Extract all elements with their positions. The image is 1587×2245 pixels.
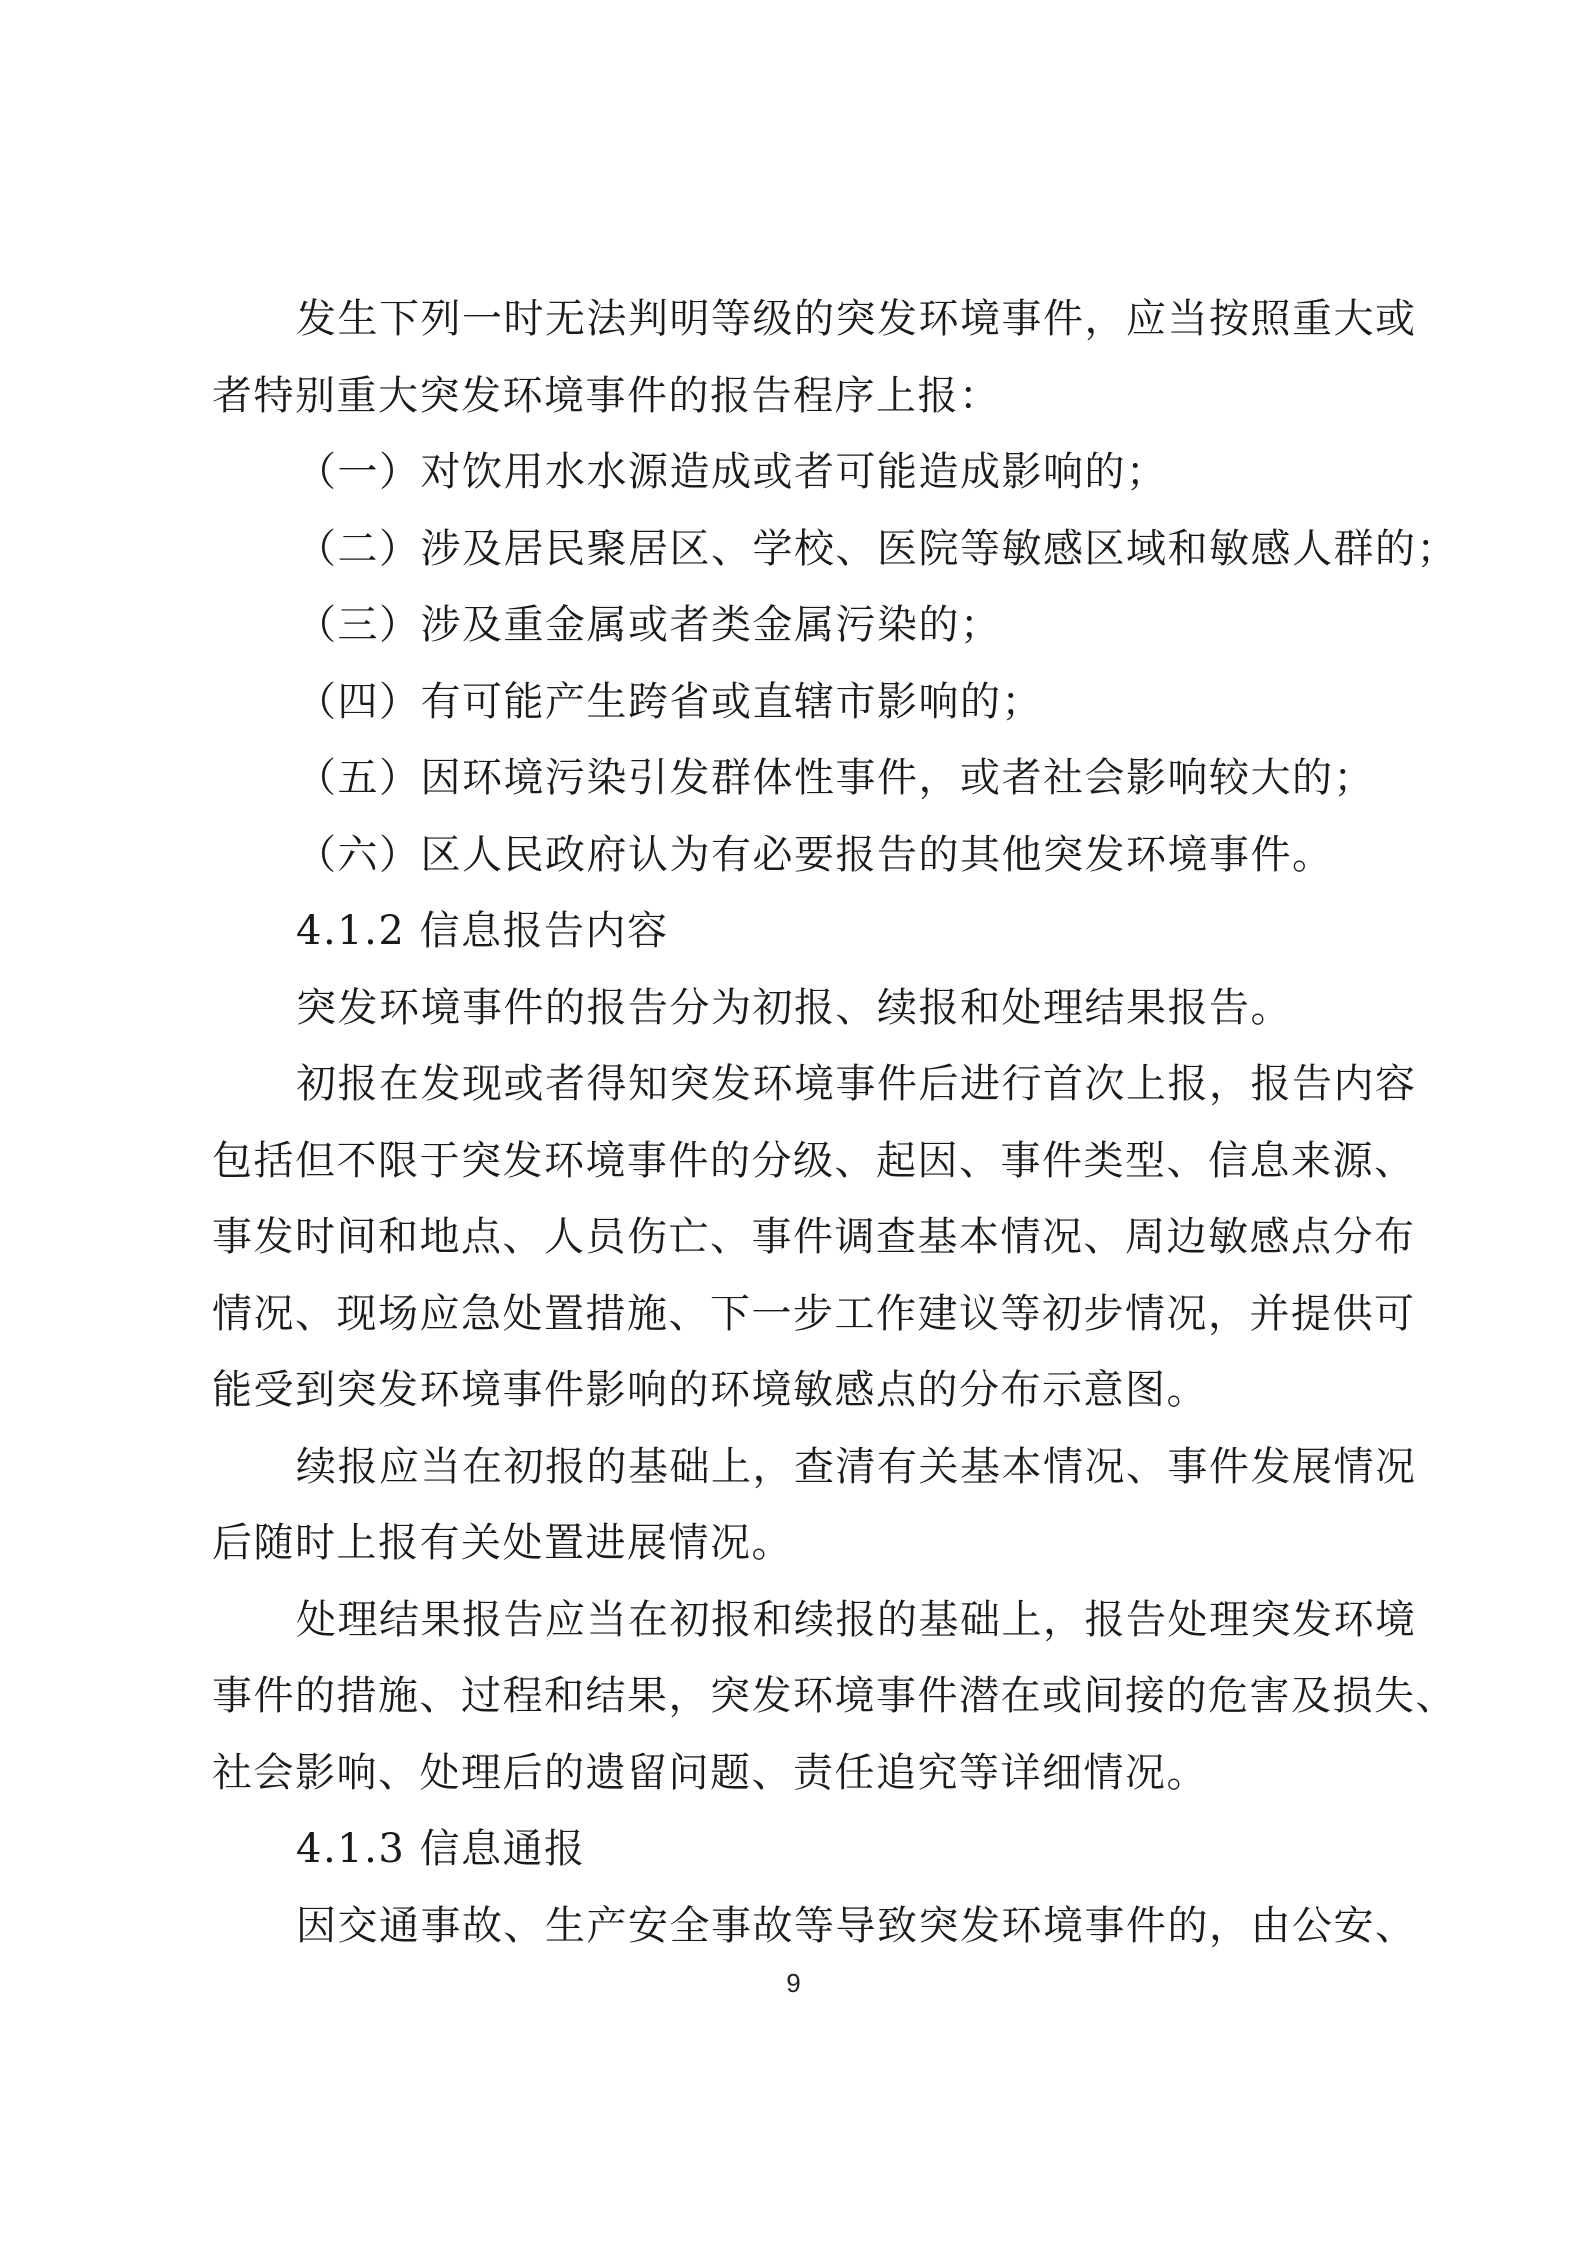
text-line: 初报在发现或者得知突发环境事件后进行首次上报，报告内容 [296,1061,1417,1107]
text-line: 能受到突发环境事件影响的环境敏感点的分布示意图。 [212,1367,1208,1413]
text-line: 事发时间和地点、人员伤亡、事件调查基本情况、周边敏感点分布 [212,1214,1416,1260]
section-heading: 4.1.3 信息通报 [296,1826,586,1872]
text-line: 包括但不限于突发环境事件的分级、起因、事件类型、信息来源、 [212,1137,1416,1184]
list-item: （三）涉及重金属或者类金属污染的； [296,602,1002,648]
list-item: （一）对饮用水水源造成或者可能造成影响的； [296,449,1168,495]
list-item: （六）区人民政府认为有必要报告的其他突发环境事件。 [296,831,1334,878]
page-number: 9 [786,1968,801,1998]
text-line: 续报应当在初报的基础上，查清有关基本情况、事件发展情况 [296,1443,1417,1490]
text-line: 发生下列一时无法判明等级的突发环境事件，应当按照重大或 [296,296,1417,342]
paragraph [212,281,1458,1964]
text-line: 处理结果报告应当在初报和续报的基础上，报告处理突发环境 [296,1596,1417,1643]
section-heading: 4.1.2 信息报告内容 [296,908,669,954]
text-line: 事件的措施、过程和结果，突发环境事件潜在或间接的危害及损失、 [212,1673,1457,1719]
text-line: 因交通事故、生产安全事故等导致突发环境事件的，由公安、 [296,1902,1417,1949]
list-item: （四）有可能产生跨省或直辖市影响的； [296,678,1043,725]
text-line: 后随时上报有关处置进展情况。 [212,1520,793,1566]
text-line: 者特别重大突发环境事件的报告程序上报： [212,372,1001,419]
list-item: （二）涉及居民聚居区、学校、医院等敏感区域和敏感人群的； [296,525,1458,572]
list-item: （五）因环境污染引发群体性事件，或者社会影响较大的； [296,755,1375,801]
text-line: 社会影响、处理后的遗留问题、责任追究等详细情况。 [212,1749,1208,1796]
body-text [212,281,1458,1964]
text-line: 突发环境事件的报告分为初报、续报和处理结果报告。 [296,984,1292,1031]
text-line: 情况、现场应急处置措施、下一步工作建议等初步情况，并提供可 [212,1290,1416,1337]
